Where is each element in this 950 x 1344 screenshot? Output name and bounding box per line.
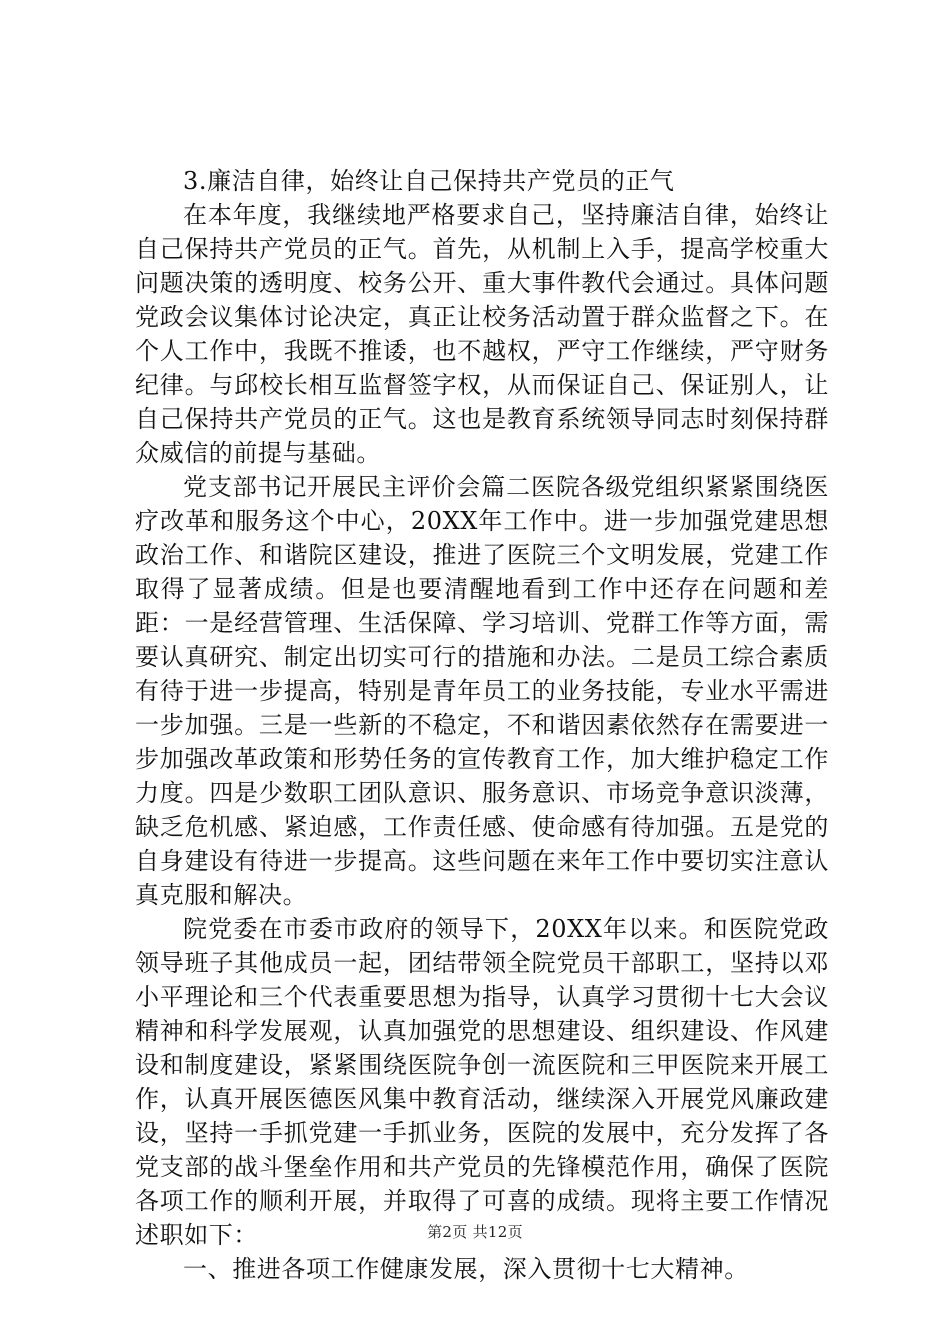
paragraph-party-branch: 党支部书记开展民主评价会篇二医院各级党组织紧紧围绕医疗改革和服务这个中心，20XX年工作中。进一步加强党建思想政治工作、和谐院区建设，推进了医院三个文明发展，党建工作取得了显著成绩。但是也要清醒地看到工作中还存在问题和差距：一是经营管理、生活保障、学习培训、党群工作等方面，需要认真研究、制定出切实可行的措施和办法。二是员工综合素质有待于进一步提高，特别是青年员工的业务技能，专业水平需进一步加强。三是一些新的不稳定，不和谐因素依然存在需要进一步加强改革政策和形势任务的宣传教育工作，加大维护稳定工作力度。四是少数职工团队意识、服务意识、市场竞争意识淡薄，缺乏危机感、紧迫感，工作责任感、使命感有待加强。五是党的自身建设有待进一步提高。这些问题在来年工作中要切实注意认真克服和解决。	[135, 473, 829, 909]
paragraph-section-one: 一、推进各项工作健康发展，深入贯彻十七大精神。	[183, 1255, 749, 1283]
paragraph-hospital-committee: 院党委在市委市政府的领导下，20XX年以来。和医院党政领导班子其他成员一起，团结带领全院党员干部职工，坚持以邓小平理论和三个代表重要思想为指导，认真学习贯彻十七大会议精神和科学发展观，认真加强党的思想建设、组织建设、作风建设和制度建设，紧紧围绕医院争创一流医院和三甲医院来开展工作，认真开展医德医风集中教育活动，继续深入开展党风廉政建设，坚持一手抓党建一手抓业务，医院的发展中，充分发挥了各党支部的战斗堡垒作用和共产党员的先锋模范作用，确保了医院各项工作的顺利开展，并取得了可喜的成绩。现将主要工作情况述职如下：	[135, 915, 829, 1249]
paragraph-integrity: 在本年度，我继续地严格要求自己，坚持廉洁自律，始终让自己保持共产党员的正气。首先，从机制上入手，提高学校重大问题决策的透明度、校务公开、重大事件教代会通过。具体问题党政会议集体讨论决定，真正让校务活动置于群众监督之下。在个人工作中，我既不推诿，也不越权，严守工作继续，严守财务纪律。与邱校长相互监督签字权，从而保证自己、保证别人，让自己保持共产党员的正气。这也是教育系统领导同志时刻保持群众威信的前提与基础。	[135, 201, 829, 467]
section-heading: 3.廉洁自律，始终让自己保持共产党员的正气	[183, 167, 675, 195]
document-body	[135, 164, 829, 1286]
page-number-footer: 第2页 共12页	[427, 1223, 523, 1241]
